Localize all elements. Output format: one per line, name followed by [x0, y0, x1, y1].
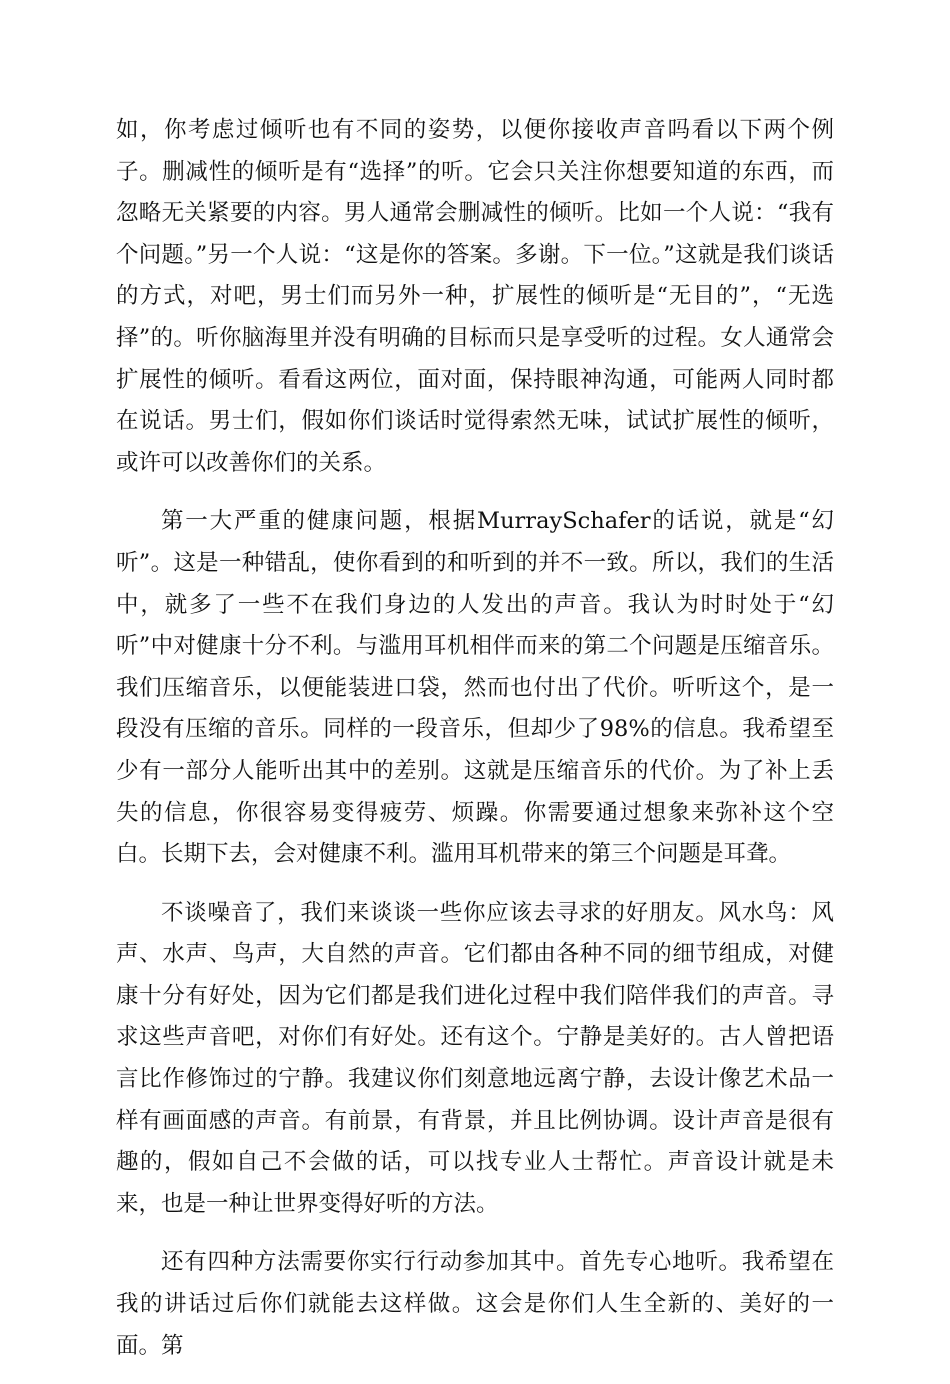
paragraph-3: 不谈噪音了，我们来谈谈一些你应该去寻求的好朋友。风水鸟：风声、水声、鸟声，大自然的声音。它们都由各种不同的细节组成，对健康十分有好处，因为它们都是我们进化过程中我们陪伴我们的声音。寻求这些声音吧，对你们有好处。还有这个。宁静是美好的。古人曾把语言比作修饰过的宁静。我建议你们刻意地远离宁静，去设计像艺术品一样有画面感的声音。有前景，有背景，并且比例协调。设计声音是很有趣的，假如自己不会做的话，可以找专业人士帮忙。声音设计就是未来，也是一种让世界变得好听的方法。 — [116, 899, 834, 1217]
paragraph-1: 如，你考虑过倾听也有不同的姿势，以便你接收声音吗看以下两个例子。删减性的倾听是有“选择”的听。它会只关注你想要知道的东西，而忽略无关紧要的内容。男人通常会删减性的倾听。比如一个人说：“我有个问题。”另一个人说：“这是你的答案。多谢。下一位。”这就是我们谈话的方式，对吧，男士们而另外一种，扩展性的倾听是“无目的”，“无选择”的。听你脑海里并没有明确的目标而只是享受听的过程。女人通常会扩展性的倾听。看看这两位，面对面，保持眼神沟通，可能两人同时都在说话。男士们，假如你们谈话时觉得索然无味，试试扩展性的倾听，或许可以改善你们的关系。 — [116, 117, 834, 476]
paragraph-2: 第一大严重的健康问题，根据MurraySchafer的话说，就是“幻听”。这是一种错乱，使你看到的和听到的并不一致。所以，我们的生活中，就多了一些不在我们身边的人发出的声音。我认为时时处于“幻听”中对健康十分不利。与滥用耳机相伴而来的第二个问题是压缩音乐。我们压缩音乐，以便能装进口袋，然而也付出了代价。听听这个，是一段没有压缩的音乐。同样的一段音乐，但却少了98%的信息。我希望至少有一部分人能听出其中的差别。这就是压缩音乐的代价。为了补上丢失的信息，你很容易变得疲劳、烦躁。你需要通过想象来弥补这个空白。长期下去，会对健康不利。滥用耳机带来的第三个问题是耳聋。 — [116, 508, 834, 868]
document-body — [116, 110, 834, 1384]
paragraph-4: 还有四种方法需要你实行行动参加其中。首先专心地听。我希望在我的讲话过后你们就能去这样做。这会是你们人生全新的、美好的一面。第 — [116, 1249, 834, 1359]
